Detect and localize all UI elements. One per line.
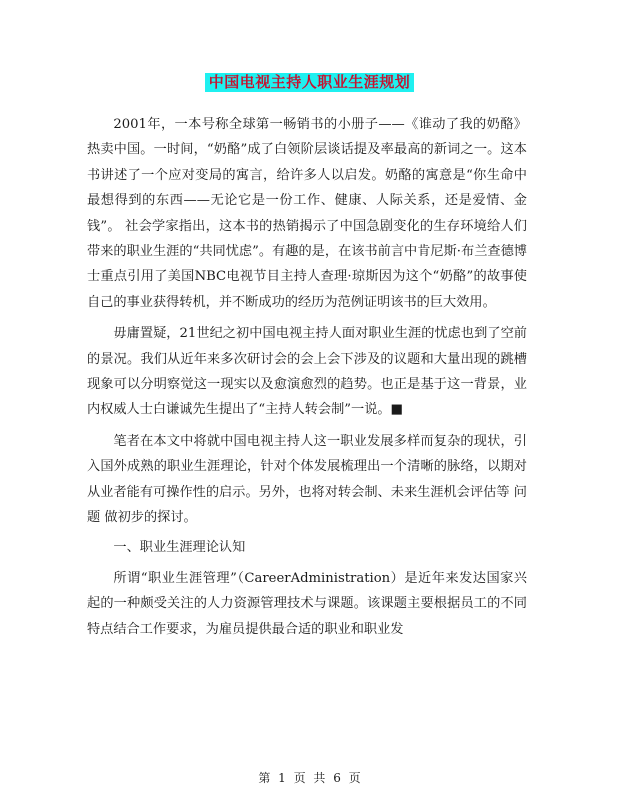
document-body: [87, 112, 527, 642]
page-footer: 第 1 页 共 6 页: [258, 771, 361, 785]
paragraph-career-management: 所谓“职业生涯管理”（CareerAdministration）是近年来发达国家兴起的一种颇受关注的人力资源管理技术与课题。该课题主要根据员工的不同特点结合工作要求，为雇员提供最合适的职业和职业发: [87, 570, 527, 637]
section-heading: 一、职业生涯理论认知: [113, 539, 246, 555]
paragraph-background: 毋庸置疑，21世纪之初中国电视主持人面对职业生涯的忧虑也到了空前的景况。我们从近年来多次研讨会的会上会下涉及的议题和大量出现的跳槽现象可以分明察觉这一现实以及愈演愈烈的趋势。也正是基于这一背景，业内权威人士白谦诚先生提出了“主持人转会制”一说。■: [87, 326, 527, 418]
paragraph-intro: 2001年，一本号称全球第一畅销书的小册子——《谁动了我的奶酪》热卖中国。一时间，“奶酪”成了白领阶层谈话提及率最高的新词之一。这本书讲述了一个应对变局的寓言，给许多人以启发。奶酪的寓意是“你生命中最想得到的东西——无论它是一份工作、健康、人际关系，还是爱情、金钱”。 社会学家指出，这本书的热销揭示了中国急剧变化的生存环境给人们带来的职业生涯的“共同忧虑”。有趣的是，在该书前言中肯尼斯·布兰查德博士重点引用了美国NBC电视节目主持人查理·琼斯因为这个“奶酪”的故事使自己的事业获得转机，并不断成功的经历为范例证明该书的巨大效用。: [87, 117, 527, 310]
paragraph-purpose: 笔者在本文中将就中国电视主持人这一职业发展多样而复杂的现状，引入国外成熟的职业生涯理论，针对个体发展梳理出一个清晰的脉络，以期对从业者能有可操作性的启示。另外，也将对转会制、未来生涯机会评估等 问题 做初步的探讨。: [87, 433, 527, 526]
title-wrap: [0, 72, 619, 92]
document-title: 中国电视主持人职业生涯规划: [205, 73, 415, 92]
